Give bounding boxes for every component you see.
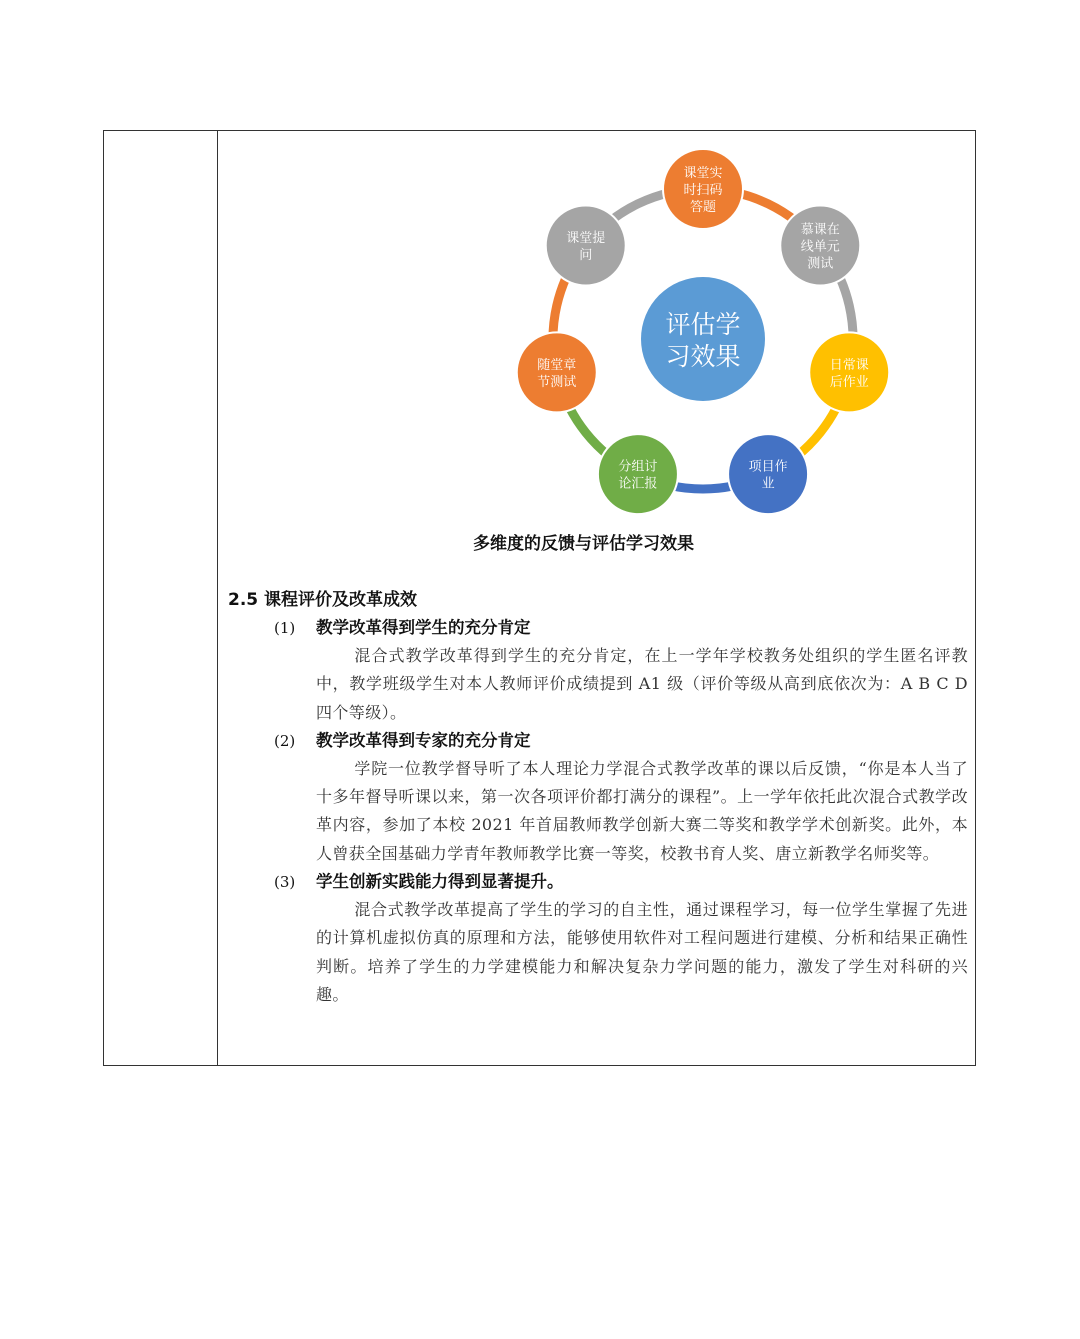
cycle-diagram	[508, 149, 898, 521]
cycle-node-label: 时扫码	[683, 183, 723, 198]
item-paragraph-1: 混合式教学改革得到学生的充分肯定，在上一学年学校教务处组织的学生匿名评教中，教学班级学生对本人教师评价成绩提到 A1 级（评价等级从高到底依次为：A B C D 四个等级）。	[316, 646, 968, 722]
cycle-node-label: 分组讨	[618, 459, 658, 475]
item-heading-text-3: 学生创新实践能力得到显著提升。	[316, 872, 564, 892]
section-content	[228, 586, 973, 1009]
item-heading-3	[228, 868, 973, 896]
item-paragraph-2: 学院一位教学督导听了本人理论力学混合式教学改革的课以后反馈，“你是本人当了十多年督导听课以来，第一次各项评价都打满分的课程”。上一学年依托此次混合式教学改革内容，参加了本校 2021 年首届教师教学创新大赛二等奖和教学学术创新奖。此外，本人曾获全国基础力学青年教师教学比赛一等奖，校教书育人奖、唐立新教学名师奖等。	[316, 758, 968, 863]
item-number-2: (2)	[274, 731, 296, 750]
cycle-node-label: 论汇报	[618, 476, 658, 492]
item-heading-text-2: 教学改革得到专家的充分肯定	[316, 730, 531, 750]
cycle-node-label: 课堂提	[566, 230, 606, 246]
cycle-node-label: 课堂实	[683, 166, 723, 181]
item-number-3: (3)	[274, 873, 296, 892]
table-left-column	[104, 131, 218, 1065]
item-paragraph-3: 混合式教学改革提高了学生的学习的自主性，通过课程学习，每一位学生掌握了先进的计算机虚拟仿真的原理和方法，能够使用软件对工程问题进行建模、分析和结果正确性判断。培养了学生的力学建模能力和解决复杂力学问题的能力，激发了学生对科研的兴趣。	[316, 900, 968, 1004]
cycle-node-label: 测试	[807, 256, 834, 272]
cycle-node-label: 随堂章	[537, 357, 577, 373]
item-heading-text-1: 教学改革得到学生的充分肯定	[316, 618, 531, 637]
section-title: 2.5 课程评价及改革成效	[228, 590, 418, 610]
cycle-node-label: 节测试	[537, 374, 577, 390]
center-circle	[641, 277, 765, 401]
center-label-line: 评估学	[665, 310, 741, 339]
item-heading-1	[228, 614, 973, 642]
cycle-node-label: 答题	[689, 200, 717, 215]
document-table	[103, 130, 976, 1066]
cycle-node-label: 后作业	[829, 374, 869, 390]
center-label-line: 习效果	[665, 342, 741, 371]
item-number-1: (1)	[274, 619, 296, 637]
cycle-node-label: 日常课	[829, 357, 869, 373]
diagram-caption: 多维度的反馈与评估学习效果	[473, 534, 694, 554]
item-heading-2	[228, 727, 973, 755]
cycle-node-label: 线单元	[800, 239, 840, 255]
table-right-column	[218, 131, 975, 1065]
cycle-node-label: 问	[579, 247, 593, 263]
cycle-node-label: 慕课在	[800, 222, 840, 238]
cycle-node-label: 项目作	[748, 459, 788, 475]
cycle-node-label: 业	[761, 476, 775, 492]
